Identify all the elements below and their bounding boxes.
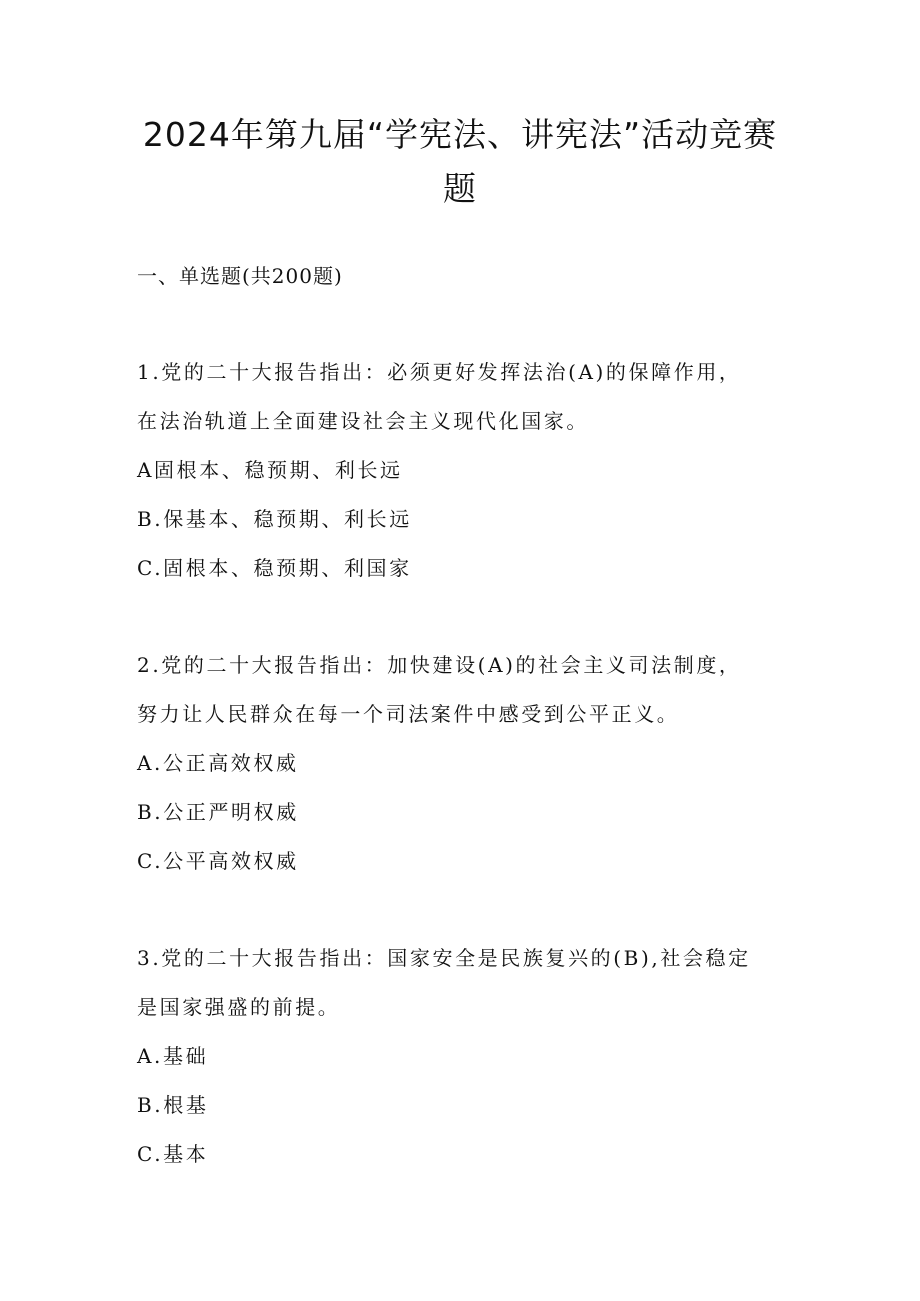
question-text-line-2: 努力让人民群众在每一个司法案件中感受到公平正义。 bbox=[137, 702, 680, 726]
question-3 bbox=[137, 943, 787, 1188]
question-1 bbox=[137, 357, 787, 602]
question-text-line-1: 1.党的二十大报告指出：必须更好发挥法治(A)的保障作用， bbox=[137, 360, 742, 384]
option-b: B.保基本、稳预期、利长远 bbox=[137, 507, 412, 531]
option-b: B.根基 bbox=[137, 1093, 209, 1117]
option-c: C.基本 bbox=[137, 1142, 209, 1166]
question-2 bbox=[137, 650, 787, 895]
question-text-line-1: 3.党的二十大报告指出：国家安全是民族复兴的(B),社会稳定 bbox=[137, 946, 751, 970]
section-heading: 一、单选题(共200题) bbox=[137, 264, 343, 288]
option-a: A.公正高效权威 bbox=[137, 751, 299, 775]
option-b: B.公正严明权威 bbox=[137, 800, 299, 824]
title-line-2: 题 bbox=[443, 169, 477, 208]
option-c: C.公平高效权威 bbox=[137, 849, 299, 873]
option-c: C.固根本、稳预期、利国家 bbox=[137, 556, 412, 580]
option-a: A固根本、稳预期、利长远 bbox=[137, 458, 403, 482]
question-text-line-2: 是国家强盛的前提。 bbox=[137, 995, 341, 1019]
document-title bbox=[110, 108, 810, 216]
question-text-line-2: 在法治轨道上全面建设社会主义现代化国家。 bbox=[137, 409, 589, 433]
option-a: A.基础 bbox=[137, 1044, 209, 1068]
question-text-line-1: 2.党的二十大报告指出：加快建设(A)的社会主义司法制度， bbox=[137, 653, 742, 677]
title-line-1: 2024年第九届“学宪法、讲宪法”活动竞赛 bbox=[142, 115, 778, 154]
